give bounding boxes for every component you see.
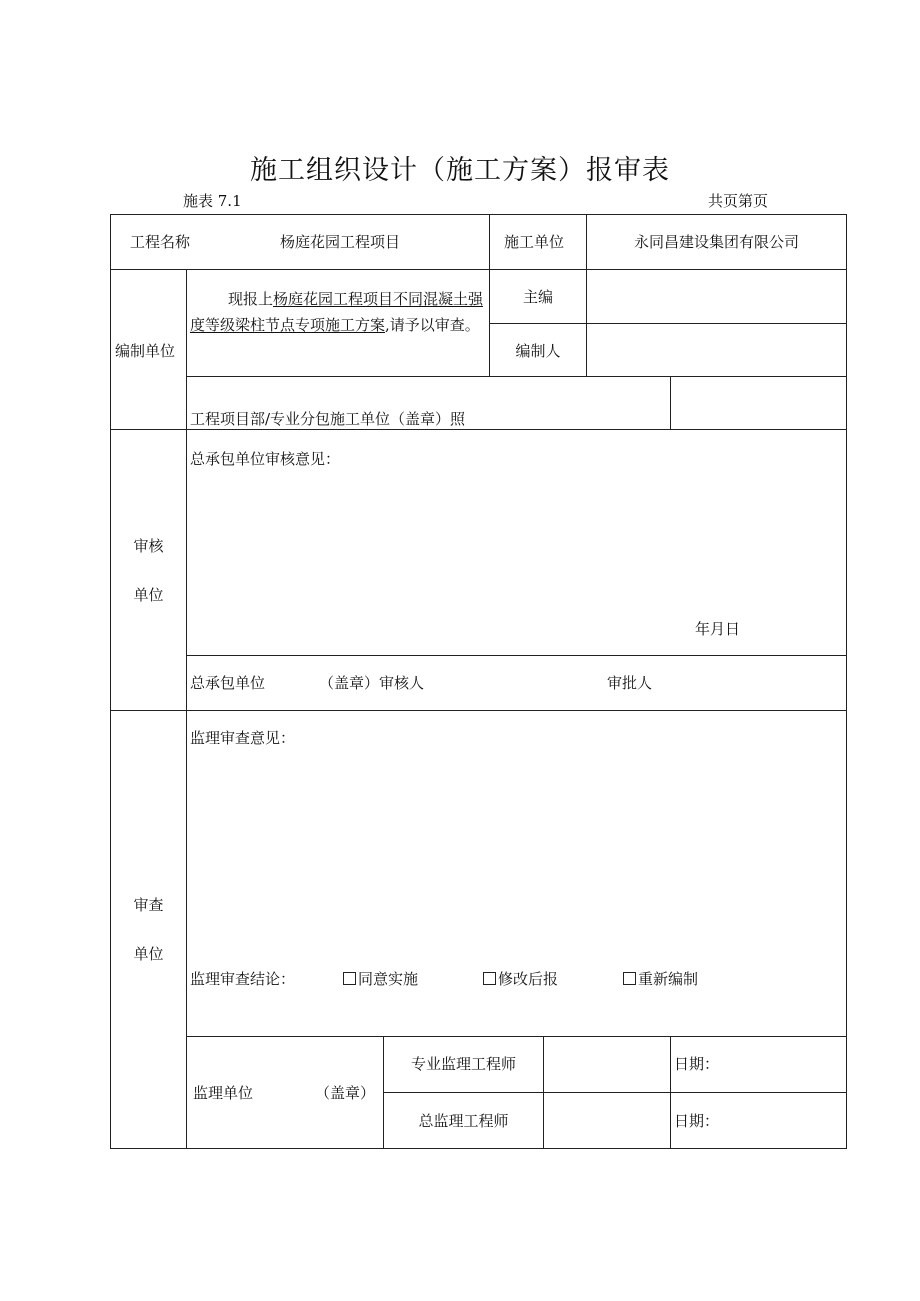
- checkbox-icon[interactable]: [483, 972, 496, 985]
- project-name-value: 杨庭花园工程项目: [280, 233, 401, 251]
- supervision-conclusion-label: 监理审查结论：: [190, 970, 296, 988]
- approver-label: 审批人: [607, 674, 653, 692]
- general-contractor-unit: 总承包单位: [190, 674, 266, 692]
- option-revise[interactable]: [483, 969, 558, 989]
- form-number: 施表 7.1: [183, 192, 242, 210]
- page-info: 共页第页: [708, 192, 769, 210]
- engineer-date-label: 日期：: [674, 1055, 720, 1073]
- checkbox-icon[interactable]: [343, 972, 356, 985]
- compiler-label: 编制人: [515, 342, 561, 360]
- review-unit-label-line1: 审核: [133, 537, 164, 555]
- supervision-unit-label-line2: 单位: [133, 945, 164, 963]
- option-recompile-label: 重新编制: [638, 970, 699, 988]
- specialist-engineer-label: 专业监理工程师: [410, 1055, 516, 1073]
- option-revise-label: 修改后报: [498, 970, 559, 988]
- chief-editor-label: 主编: [522, 288, 553, 306]
- statement-prefix: 现报上: [228, 290, 274, 308]
- general-contractor-opinion-label: 总承包单位审核意见：: [190, 450, 341, 468]
- supervision-seal-label: （盖章）: [315, 1084, 376, 1102]
- review-date-label: 年月日: [695, 620, 741, 638]
- contractor-value: 永同昌建设集团有限公司: [633, 233, 799, 251]
- option-approve[interactable]: [343, 969, 418, 989]
- supervision-unit-label-line1: 审查: [133, 896, 164, 914]
- review-unit-label-line2: 单位: [133, 586, 164, 604]
- supervision-unit-sign-label: 监理单位: [193, 1084, 254, 1102]
- submission-statement: [190, 286, 490, 338]
- project-name-label: 工程名称: [130, 233, 191, 251]
- compile-unit-label: 编制单位: [115, 342, 176, 360]
- checkbox-icon[interactable]: [623, 972, 636, 985]
- chief-engineer-label: 总监理工程师: [418, 1112, 509, 1130]
- statement-suffix: ,请予以审查。: [385, 316, 480, 334]
- option-recompile[interactable]: [623, 969, 698, 989]
- project-department-seal: 工程项目部/专业分包施工单位（盖章）照: [190, 410, 466, 428]
- statement-scheme-name: 杨庭花园工程项目不同混凝土强度等级梁柱节点专项施工方案: [190, 290, 484, 334]
- chief-engineer-date-label: 日期：: [674, 1112, 720, 1130]
- reviewer-seal-label: （盖章）审核人: [319, 674, 425, 692]
- supervision-opinion-label: 监理审查意见：: [190, 729, 296, 747]
- page-title: 施工组织设计（施工方案）报审表: [250, 155, 670, 186]
- contractor-label: 施工单位: [504, 233, 565, 251]
- option-approve-label: 同意实施: [358, 970, 419, 988]
